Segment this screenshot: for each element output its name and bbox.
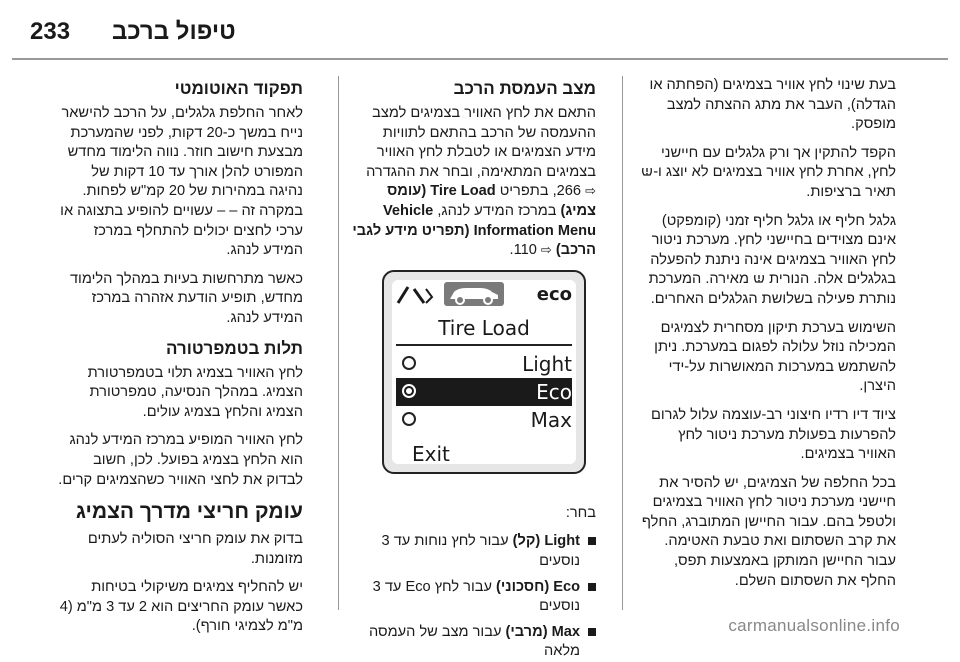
page-header xyxy=(0,10,960,54)
page-number: 233 xyxy=(30,18,71,45)
radio-selected-icon xyxy=(402,384,416,398)
paragraph xyxy=(638,144,896,203)
display-option-light xyxy=(396,350,572,378)
column-left xyxy=(55,76,303,635)
car-icon xyxy=(444,282,504,306)
section-heading-load: מצב העמסת הרכב xyxy=(453,79,596,98)
paragraph-text: , בתפריט xyxy=(495,183,557,200)
display-screen-illustration xyxy=(382,270,586,474)
list-item: Eco (חסכוני) עבור לחץ Eco עד 3 נוסעים xyxy=(352,578,596,617)
list-item: Max (מרבי) עבור מצב של העמסה מלאה xyxy=(352,623,596,662)
paragraph-text: תאיר ברציפות. xyxy=(806,183,896,200)
paragraph-text: התאם את לחץ האוויר בצמיגים למצב ההעמסה של הרכב בהתאם לתוויות מידע הצמיגים או לטבלת לחץ האוויר בצמיגים המתאימה, ובחר את ההגדרה xyxy=(366,105,596,180)
paragraph: בחר: xyxy=(565,504,596,521)
paragraph-text: הקפד להתקין אך ורק גלגלים עם חיישני לחץ, אחרת לחץ אוויר בצמיגים לא יוצג ו- xyxy=(653,144,896,181)
tire-pressure-warning-icon xyxy=(641,165,653,177)
arrow-reference-icon: ⇨ xyxy=(585,184,596,200)
warning-triangle-icon xyxy=(396,285,436,305)
column-right xyxy=(638,76,896,608)
display-option-label: Eco xyxy=(536,379,572,404)
section-heading-auto: תפקוד האוטומטי xyxy=(174,79,303,98)
radio-empty-icon xyxy=(402,412,416,426)
section-heading-tread: עומק חריצי מדרך הצמיג xyxy=(75,500,303,524)
arrow-reference-icon: ⇨ xyxy=(540,243,552,259)
paragraph: בדוק את עומק חריצי הסוליה לעתים מזומנות. xyxy=(87,531,303,567)
display-option-label: Light xyxy=(522,351,572,376)
section-heading-temperature: תלות בטמפרטורה xyxy=(165,338,303,358)
paragraph: לאחר החלפת גלגלים, על הרכב להישאר נייח במשך כ-20 דקות, לפני שהמערכת מבצעת חישוב חוזר. נווה הלימוד מחדש המפורט להלן אורך עד 10 דקות של נהיגה במהירות של 20 קמ"ש לפחות. במקרה זה – – עשויים להופיע בתצוגה או ערכי לחצים יכולים להתחלף במרכז המידע לנהג. xyxy=(60,105,303,259)
list-item: Light (קל) עבור לחץ נוחות עד 3 נוסעים xyxy=(352,532,596,571)
display-option-label: Max xyxy=(530,407,572,432)
paragraph: התאם את לחץ האוויר בצמיגים למצב ההעמסה של הרכב בהתאם לתוויות מידע הצמיגים או לטבלת לחץ האוויר בצמיגים המתאימה, ובחר את ההגדרה ⇨ 266, בתפריט Tire Load (עומס צמיג) במרכז המידע לנהג, Vehicle Information Menu (תפריט מידע לגבי הרכב) ⇨ 110. xyxy=(352,104,596,261)
display-exit: Exit xyxy=(412,441,450,466)
paragraph xyxy=(638,212,896,310)
radio-empty-icon xyxy=(402,356,416,370)
menu-name: Vehicle Information xyxy=(382,202,554,239)
header-rule xyxy=(12,58,948,60)
page-title: טיפול ברכב xyxy=(112,18,236,45)
paragraph-text: מאירה. המערכת נותרת פעילה בשלושת הגלגלים האחרים. xyxy=(648,271,896,307)
paragraph: בעת שינוי לחץ אוויר בצמיגים (הפחתה או הגדלה), העבר את מתג ההצתה למצב מופסק. xyxy=(649,77,896,133)
paragraph: השימוש בערכת תיקון מסחרית לצמיגים המכילה נוזל עלולה לפגום במערכת. ניתן להשתמש במערכות המאושרות על-ידי היצרן. xyxy=(654,319,896,395)
column-divider xyxy=(622,76,623,610)
paragraph: לחץ האוויר המופיע במרכז המידע לנהג הוא הלחץ בצמיג בפועל. לכן, חשוב לבדוק את לחצי האוויר כשהצמיגים קרים. xyxy=(58,432,303,488)
column-divider xyxy=(338,76,339,610)
tire-pressure-warning-icon xyxy=(753,272,765,284)
display-panel xyxy=(392,280,576,464)
paragraph-text: גלגל חליף או גלגל חליף זמני (קומפקט) אינם מצוידים בחיישני לחץ. מערכת ניטור לחץ האוויר בצמיגים אינה ניתנת להפעלה בגלגלים אלה. הנורית xyxy=(650,212,896,288)
display-option-max xyxy=(396,406,572,434)
paragraph: ציוד דיו רדיו חיצוני רב-עוצמה עלול לגרום להפרעות בפעולת מערכת ניטור לחץ האוויר בצמיגים. xyxy=(650,406,896,463)
display-tab-bar xyxy=(392,280,576,308)
eco-tab-label: eco xyxy=(536,283,572,305)
paragraph: כאשר מתרחשות בעיות במהלך הלימוד מחדש, תופיע הודעת אזהרה במרכז המידע לנהג. xyxy=(69,270,303,326)
menu-name: Menu (תפריט מידע לגבי הרכב) xyxy=(352,222,596,259)
menu-name: Tire Load (עומס צמיג) xyxy=(387,183,596,219)
display-title-rule xyxy=(396,344,572,346)
load-option-list xyxy=(352,532,596,662)
display-title: Tire Load xyxy=(438,315,530,340)
page-reference: 110 xyxy=(513,242,537,259)
watermark: carmanualsonline.info xyxy=(728,616,900,635)
bullet xyxy=(588,537,596,545)
paragraph: לחץ האוויר בצמיג תלוי בטמפרטורת הצמיג. במהלך הנסיעה, טמפרטורת הצמיג והלחץ בצמיג עולים. xyxy=(87,364,303,420)
paragraph: יש להחליף צמיגים משיקולי בטיחות כאשר עומק החריצים הוא 2 עד 3 מ"מ (4 מ"מ לצמיגי חורף). xyxy=(59,579,303,635)
page-reference: 266 xyxy=(556,183,582,200)
paragraph-text: במרכז המידע לנהג, xyxy=(433,202,561,219)
paragraph: בכל החלפה של הצמיגים, יש להסיר את חיישני מערכת ניטור לחץ האוויר בצמיגים ולטפל בהם. עבור החיישן המתוברג, החלף את קרב השסתום ואת טבעת האטימה. עבור החיישן המותקן באמצעות תפס, החלף את השסתום השלם. xyxy=(641,474,896,589)
display-option-eco xyxy=(396,378,572,406)
bullet xyxy=(588,583,596,591)
bullet xyxy=(588,628,596,636)
column-middle xyxy=(352,76,596,660)
